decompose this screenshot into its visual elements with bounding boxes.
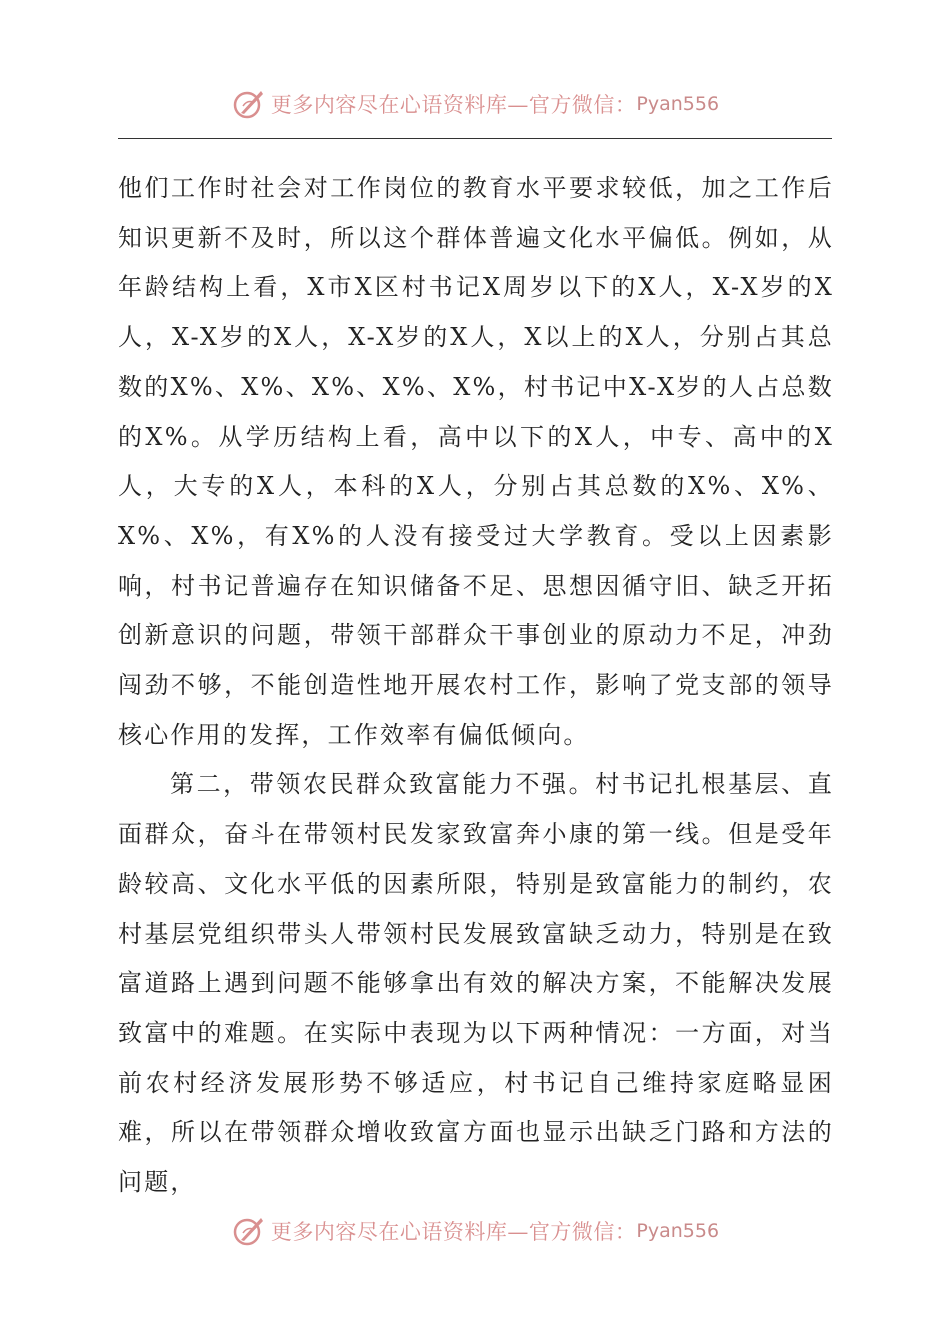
quill-pen-logo-icon xyxy=(231,86,267,122)
document-body xyxy=(118,164,834,1208)
footer-brand-text: 更多内容尽在心语资料库—官方微信： xyxy=(270,1220,637,1244)
footer-wechat-id: Pyan556 xyxy=(636,1220,720,1242)
header-banner xyxy=(0,84,950,124)
footer-banner xyxy=(0,1211,950,1251)
paragraph-1: 他们工作时社会对工作岗位的教育水平要求较低，加之工作后知识更新不及时，所以这个群体普遍文化水平偏低。例如，从年龄结构上看，X市X区村书记X周岁以下的X人，X-X岁的X人，X-X岁的X人，X-X岁的X人，X以上的X人，分别占其总数的X%、X%、X%、X%、X%，村书记中X-X岁的人占总数的X%。从学历结构上看，高中以下的X人，中专、高中的X人，大专的X人，本科的X人，分别占其总数的X%、X%、X%、X%，有X%的人没有接受过大学教育。受以上因素影响，村书记普遍存在知识储备不足、思想因循守旧、缺乏开拓创新意识的问题，带领干部群众干事创业的原动力不足，冲劲闯劲不够，不能创造性地开展农村工作，影响了党支部的领导核心作用的发挥，工作效率有偏低倾向。 xyxy=(118,174,834,749)
header-divider xyxy=(118,138,832,139)
header-brand-text: 更多内容尽在心语资料库—官方微信： xyxy=(270,93,637,117)
header-wechat-id: Pyan556 xyxy=(636,93,720,115)
quill-pen-logo-icon xyxy=(231,1213,267,1249)
paragraph-2: 第二，带领农民群众致富能力不强。村书记扎根基层、直面群众，奋斗在带领村民发家致富奔小康的第一线。但是受年龄较高、文化水平低的因素所限，特别是致富能力的制约，农村基层党组织带头人带领村民发展致富缺乏动力，特别是在致富道路上遇到问题不能够拿出有效的解决方案，不能解决发展致富中的难题。在实际中表现为以下两种情况：一方面，对当前农村经济发展形势不够适应，村书记自己维持家庭略显困难，所以在带领群众增收致富方面也显示出缺乏门路和方法的问题， xyxy=(118,770,834,1197)
